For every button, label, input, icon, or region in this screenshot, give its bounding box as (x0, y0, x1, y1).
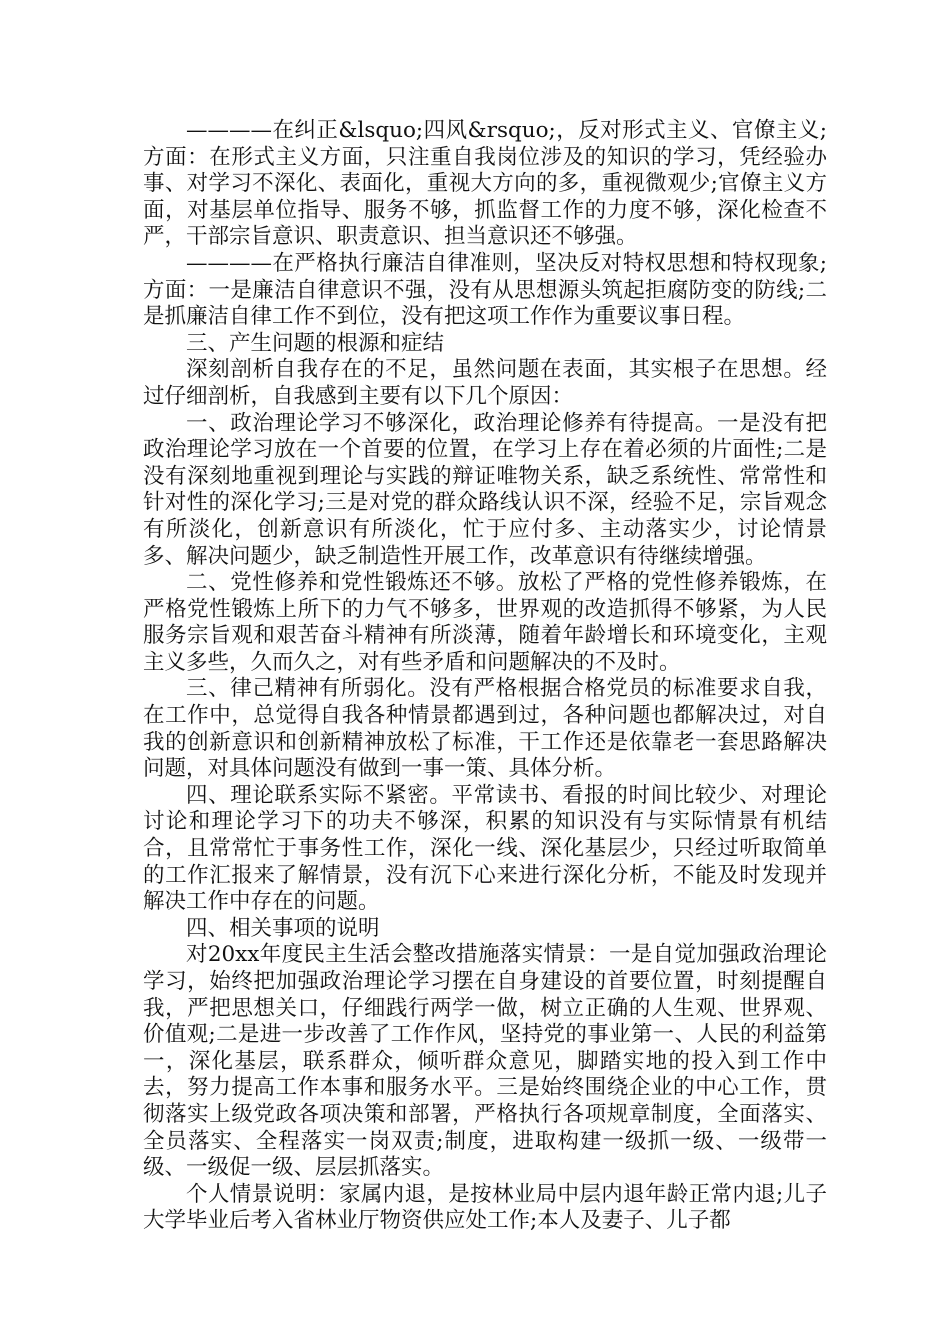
document-body (143, 118, 827, 1235)
section-heading-root-causes: 三、产生问题的根源和症结 (186, 330, 445, 356)
paragraph-cause-two: 二、党性修养和党性锻炼还不够。放松了严格的党性修养锻炼，在严格党性锻炼上所下的力气不够多，世界观的改造抓得不够紧，为人民服务宗旨观和艰苦奋斗精神有所淡薄，随着年龄增长和环境变化，主观主义多些，久而久之，对有些矛盾和问题解决的不及时。 (143, 570, 827, 675)
section-heading-related-matters: 四、相关事项的说明 (186, 915, 380, 941)
paragraph-root-causes-intro: 深刻剖析自我存在的不足，虽然问题在表面，其实根子在思想。经过仔细剖析，自我感到主要有以下几个原因： (143, 357, 827, 409)
paragraph-integrity: ————在严格执行廉洁自律准则，坚决反对特权思想和特权现象;方面：一是廉洁自律意识不强，没有从思想源头筑起拒腐防变的防线;二是抓廉洁自律工作不到位，没有把这项工作作为重要议事日程。 (143, 250, 827, 330)
paragraph-four-winds: ————在纠正&lsquo;四风&rsquo;，反对形式主义、官僚主义;方面：在形式主义方面，只注重自我岗位涉及的知识的学习，凭经验办事、对学习不深化、表面化，重视大方向的多，重视微观少;官僚主义方面，对基层单位指导、服务不够，抓监督工作的力度不够，深化检查不严，干部宗旨意识、职责意识、担当意识还不够强。 (143, 118, 827, 250)
paragraph-cause-three: 三、律己精神有所弱化。没有严格根据合格党员的标准要求自我，在工作中，总觉得自我各种情景都遇到过，各种问题也都解决过，对自我的创新意识和创新精神放松了标准，干工作还是依靠老一套思路解决问题，对具体问题没有做到一事一策、具体分析。 (143, 676, 827, 782)
paragraph-cause-one: 一、政治理论学习不够深化，政治理论修养有待提高。一是没有把政治理论学习放在一个首要的位置，在学习上存在着必须的片面性;二是没有深刻地重视到理论与实践的辩证唯物关系，缺乏系统性、常常性和针对性的深化学习;三是对党的群众路线认识不深，经验不足，宗旨观念有所淡化，创新意识有所淡化，忙于应付多、主动落实少，讨论情景多、解决问题少，缺乏制造性开展工作，改革意识有待继续增强。 (143, 410, 827, 569)
paragraph-rectification: 对20xx年度民主生活会整改措施落实情景：一是自觉加强政治理论学习，始终把加强政治理论学习摆在自身建设的首要位置，时刻提醒自我，严把思想关口，仔细践行两学一做，树立正确的人生观、世界观、价值观;二是进一步改善了工作作风，坚持党的事业第一、人民的利益第一，深化基层，联系群众，倾听群众意见，脚踏实地的投入到工作中去，努力提高工作本事和服务水平。三是始终围绕企业的中心工作，贯彻落实上级党政各项决策和部署，严格执行各项规章制度，全面落实、全员落实、全程落实一岗双责;制度，进取构建一级抓一级、一级带一级、一级促一级、层层抓落实。 (143, 942, 827, 1181)
paragraph-personal-situation: 个人情景说明：家属内退，是按林业局中层内退年龄正常内退;儿子大学毕业后考入省林业厅物资供应处工作;本人及妻子、儿子都 (143, 1181, 827, 1234)
paragraph-cause-four: 四、理论联系实际不紧密。平常读书、看报的时间比较少、对理论讨论和理论学习下的功夫不够深，积累的知识没有与实际情景有机结合，且常常忙于事务性工作，深化一线、深化基层少，只经过听取简单的工作汇报来了解情景，没有沉下心来进行深化分析，不能及时发现并解决工作中存在的问题。 (143, 782, 827, 915)
